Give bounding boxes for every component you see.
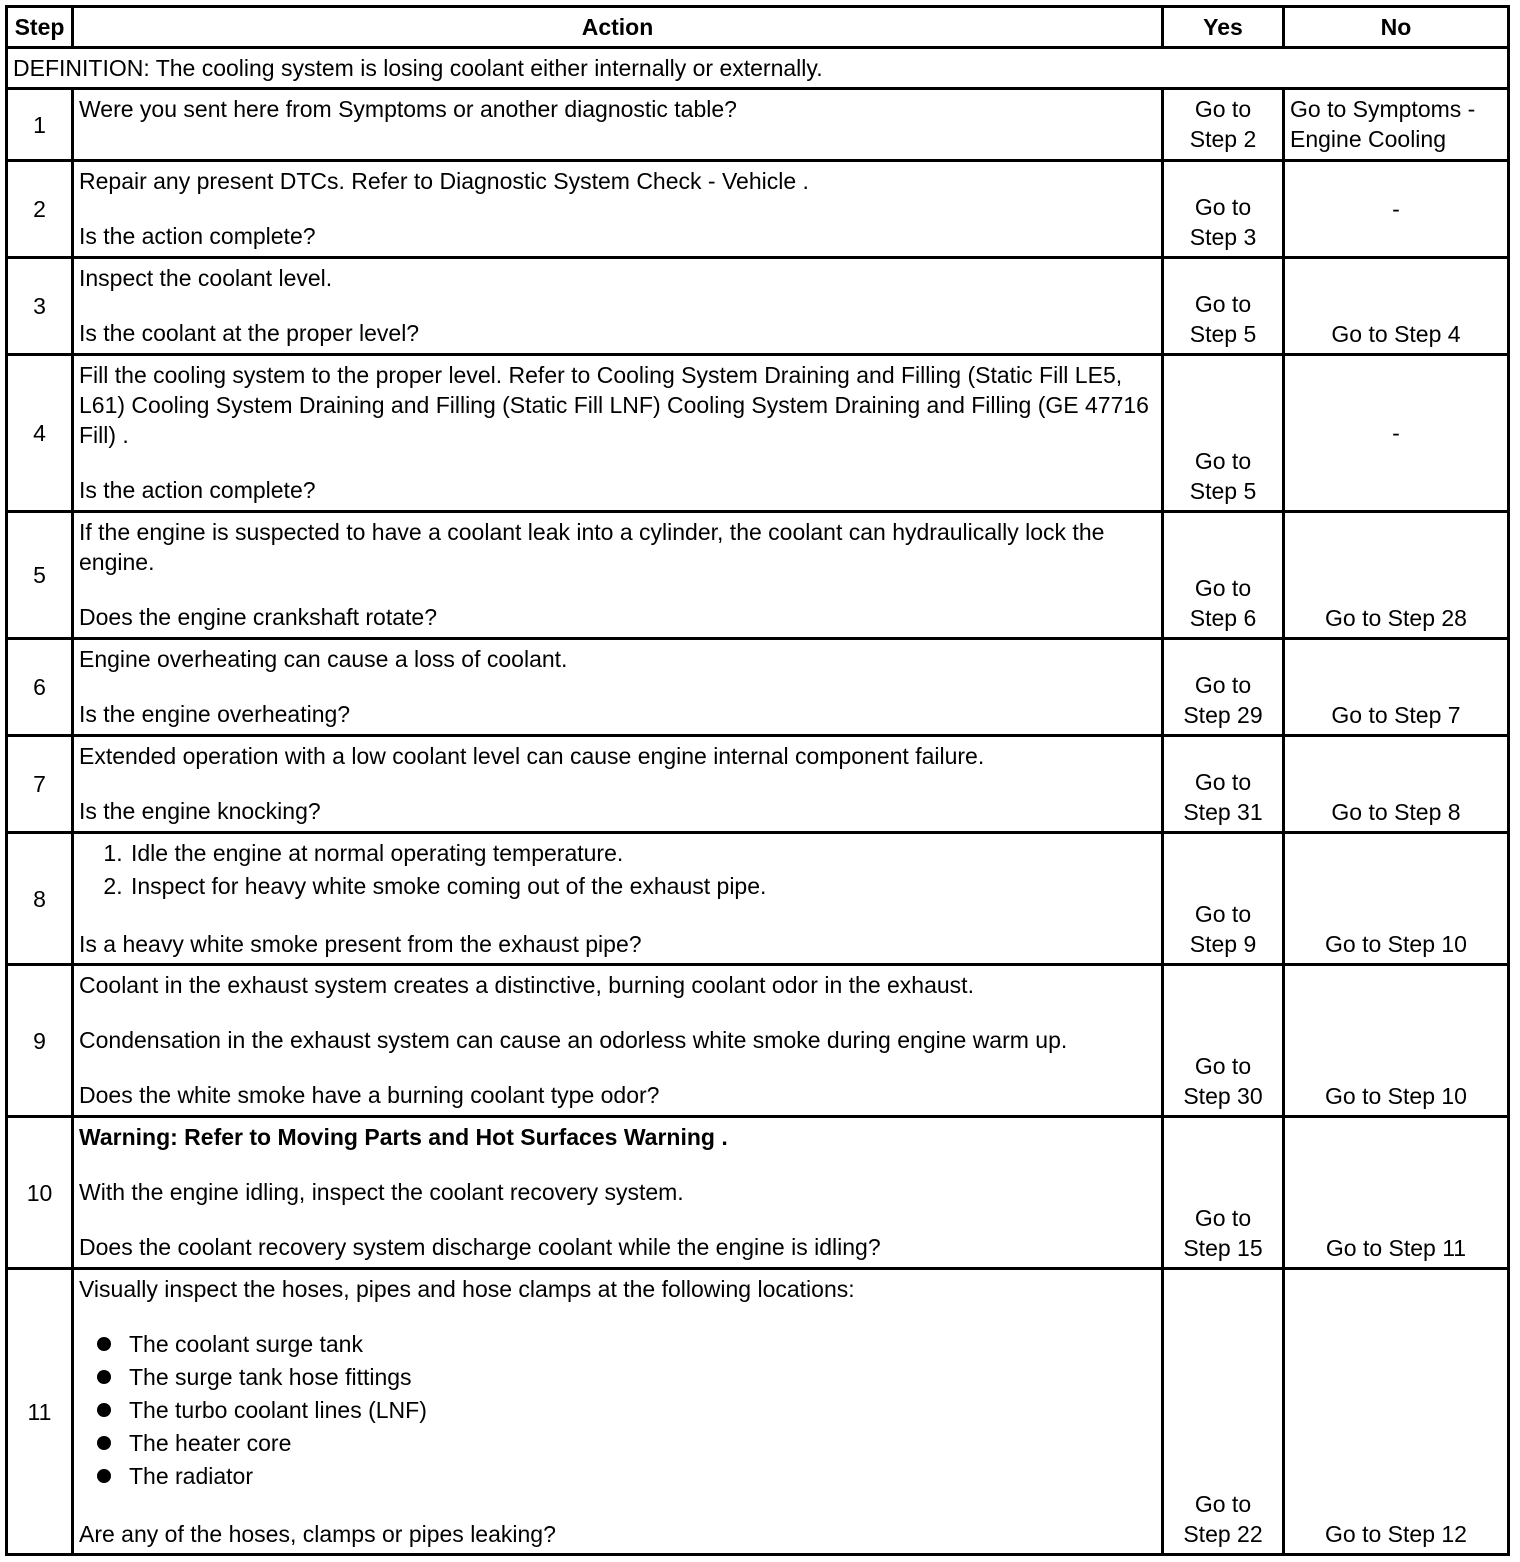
question-text: Are any of the hoses, clamps or pipes leaking? (79, 1521, 556, 1547)
question-text: Does the white smoke have a burning coolant type odor? (79, 1082, 660, 1108)
table-row (7, 736, 1509, 833)
yes-cell: Go to Step 22 (1163, 1269, 1284, 1555)
definition-row (7, 48, 1509, 89)
bullet-icon (97, 1436, 111, 1450)
action-text: Were you sent here from Symptoms or another diagnostic table? (79, 96, 737, 122)
action-cell (73, 1117, 1163, 1269)
list-item: 2. Inspect for heavy white smoke coming out of the exhaust pipe. (129, 871, 1156, 901)
no-cell: Go to Step 8 (1284, 736, 1509, 833)
action-cell (73, 161, 1163, 258)
yes-cell: Go to Step 31 (1163, 736, 1284, 833)
no-cell: Go to Step 12 (1284, 1269, 1509, 1555)
bullet-list (79, 1329, 1156, 1491)
step-number: 1 (7, 89, 73, 161)
list-item (129, 1362, 1156, 1392)
no-cell: Go to Symptoms - Engine Cooling (1284, 89, 1509, 161)
action-cell (73, 965, 1163, 1117)
header-row (7, 7, 1509, 48)
question-text: Is the coolant at the proper level? (79, 320, 420, 346)
list-item-label: The turbo coolant lines (LNF) (129, 1397, 427, 1423)
table-row (7, 512, 1509, 639)
action-text: With the engine idling, inspect the coolant recovery system. (79, 1179, 684, 1205)
question-text: Does the coolant recovery system discharge coolant while the engine is idling? (79, 1234, 881, 1260)
action-text: Inspect the coolant level. (79, 265, 333, 291)
yes-cell: Go to Step 9 (1163, 833, 1284, 965)
action-text: Repair any present DTCs. Refer to Diagnostic System Check - Vehicle . (79, 168, 809, 194)
yes-cell: Go to Step 5 (1163, 355, 1284, 512)
no-cell: Go to Step 10 (1284, 965, 1509, 1117)
list-item: 1. Idle the engine at normal operating temperature. (129, 838, 1156, 868)
action-text: If the engine is suspected to have a coolant leak into a cylinder, the coolant can hydraulically lock the engine. (79, 519, 1105, 575)
table-row (7, 833, 1509, 965)
action-cell (73, 512, 1163, 639)
diagnostic-table (5, 5, 1510, 1556)
table-row (7, 1117, 1509, 1269)
no-cell: Go to Step 7 (1284, 639, 1509, 736)
action-text: Engine overheating can cause a loss of coolant. (79, 646, 568, 672)
header-action: Action (73, 7, 1163, 48)
numbered-list (79, 838, 1156, 901)
question-text: Is a heavy white smoke present from the exhaust pipe? (79, 931, 642, 957)
table-row (7, 258, 1509, 355)
list-item-label: The surge tank hose fittings (129, 1364, 412, 1390)
step-number: 6 (7, 639, 73, 736)
list-item (129, 1395, 1156, 1425)
no-cell: Go to Step 11 (1284, 1117, 1509, 1269)
action-cell (73, 639, 1163, 736)
action-cell (73, 1269, 1163, 1555)
step-number: 5 (7, 512, 73, 639)
list-item-label: The heater core (129, 1430, 292, 1456)
action-cell (73, 736, 1163, 833)
action-text: Extended operation with a low coolant level can cause engine internal component failure. (79, 743, 985, 769)
header-step: Step (7, 7, 73, 48)
header-yes: Yes (1163, 7, 1284, 48)
question-text: Is the action complete? (79, 223, 316, 249)
no-cell: Go to Step 10 (1284, 833, 1509, 965)
yes-cell: Go to Step 5 (1163, 258, 1284, 355)
table-row (7, 639, 1509, 736)
question-text: Is the engine knocking? (79, 798, 321, 824)
table-row (7, 355, 1509, 512)
step-number: 8 (7, 833, 73, 965)
action-cell (73, 258, 1163, 355)
action-text: Condensation in the exhaust system can cause an odorless white smoke during engine warm up. (79, 1027, 1068, 1053)
yes-cell: Go to Step 15 (1163, 1117, 1284, 1269)
action-cell (73, 355, 1163, 512)
step-number: 4 (7, 355, 73, 512)
yes-cell: Go to Step 29 (1163, 639, 1284, 736)
definition-text: DEFINITION: The cooling system is losing coolant either internally or externally. (7, 48, 1509, 89)
list-item-label: The coolant surge tank (129, 1331, 363, 1357)
bullet-icon (97, 1469, 111, 1483)
bullet-icon (97, 1370, 111, 1384)
table-row (7, 161, 1509, 258)
question-text: Is the engine overheating? (79, 701, 351, 727)
question-text: Does the engine crankshaft rotate? (79, 604, 438, 630)
yes-cell: Go to Step 6 (1163, 512, 1284, 639)
list-item (129, 1329, 1156, 1359)
table-row (7, 965, 1509, 1117)
action-cell (73, 89, 1163, 161)
step-number: 10 (7, 1117, 73, 1269)
action-text: Coolant in the exhaust system creates a distinctive, burning coolant odor in the exhaust. (79, 972, 974, 998)
list-item-label: The radiator (129, 1463, 254, 1489)
no-cell: Go to Step 28 (1284, 512, 1509, 639)
step-number: 3 (7, 258, 73, 355)
bullet-icon (97, 1403, 111, 1417)
action-cell (73, 833, 1163, 965)
step-number: 7 (7, 736, 73, 833)
step-number: 11 (7, 1269, 73, 1555)
action-text: Visually inspect the hoses, pipes and hose clamps at the following locations: (79, 1276, 855, 1302)
no-cell: - (1284, 355, 1509, 512)
yes-cell: Go to Step 2 (1163, 89, 1284, 161)
yes-cell: Go to Step 3 (1163, 161, 1284, 258)
question-text: Is the action complete? (79, 477, 316, 503)
no-cell: Go to Step 4 (1284, 258, 1509, 355)
bullet-icon (97, 1337, 111, 1351)
table-row (7, 1269, 1509, 1555)
table-row (7, 89, 1509, 161)
no-cell: - (1284, 161, 1509, 258)
yes-cell: Go to Step 30 (1163, 965, 1284, 1117)
action-text: Fill the cooling system to the proper level. Refer to Cooling System Draining and Filling (Static Fill LE5, L61) Cooling System Draining and Filling (Static Fill LNF) Cooling System Draining and Filling (GE 47716 Fill) . (79, 362, 1149, 448)
header-no: No (1284, 7, 1509, 48)
step-number: 9 (7, 965, 73, 1117)
warning-text: Warning: Refer to Moving Parts and Hot Surfaces Warning . (79, 1124, 728, 1150)
step-number: 2 (7, 161, 73, 258)
list-item (129, 1461, 1156, 1491)
list-item (129, 1428, 1156, 1458)
